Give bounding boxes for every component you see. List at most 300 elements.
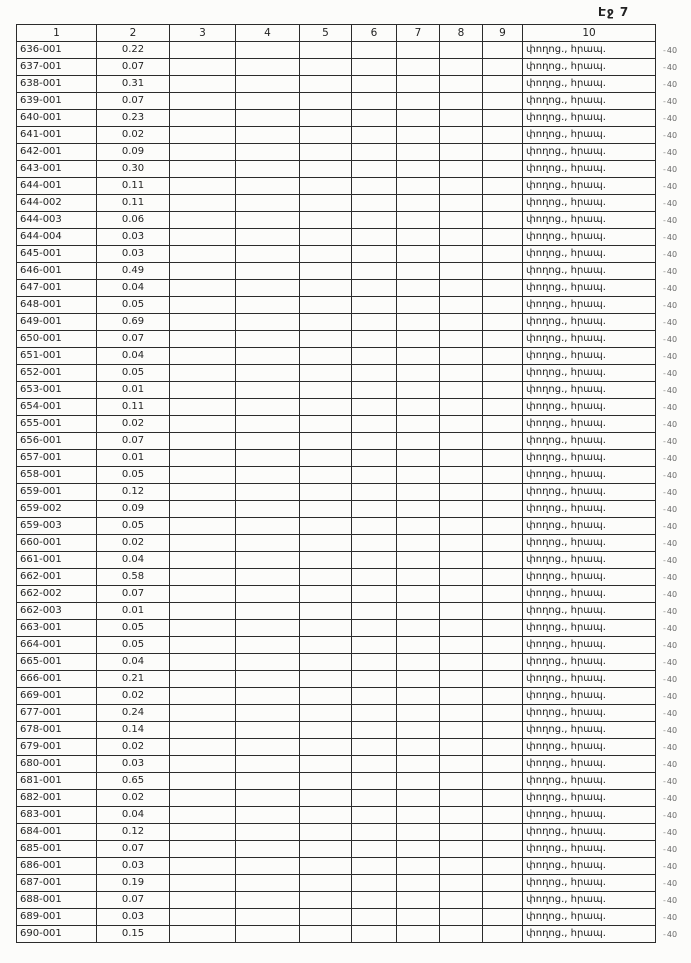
empty-cell [483,161,523,178]
empty-cell [236,671,300,688]
empty-cell [236,824,300,841]
value-cell: 0.03 [97,246,170,263]
code-cell: 684-001 [17,824,97,841]
empty-cell [300,42,352,59]
empty-cell [170,501,236,518]
empty-cell [397,858,440,875]
code-cell: 658-001 [17,467,97,484]
empty-cell [170,399,236,416]
empty-cell [170,110,236,127]
category-cell: փողոց., հրապ. [523,178,656,195]
empty-cell [352,484,397,501]
empty-cell [236,637,300,654]
empty-cell [397,297,440,314]
empty-cell [440,722,483,739]
value-cell: 0.12 [97,824,170,841]
empty-cell [236,93,300,110]
empty-cell [397,569,440,586]
empty-cell [483,297,523,314]
category-cell: փողոց., հրապ. [523,365,656,382]
table-row [17,433,686,450]
code-cell: 660-001 [17,535,97,552]
empty-cell [352,161,397,178]
empty-cell [236,212,300,229]
value-cell: 0.07 [97,433,170,450]
empty-cell [352,314,397,331]
category-cell: փողոց., հրապ. [523,59,656,76]
empty-cell [440,450,483,467]
empty-cell [352,654,397,671]
empty-cell [300,433,352,450]
empty-cell [440,909,483,926]
empty-cell [170,144,236,161]
code-cell: 645-001 [17,246,97,263]
empty-cell [236,807,300,824]
empty-cell [300,824,352,841]
value-cell: 0.14 [97,722,170,739]
empty-cell [236,926,300,943]
empty-cell [352,382,397,399]
table-row [17,756,686,773]
margin-annotation: - 40 [656,807,686,824]
value-cell: 0.02 [97,535,170,552]
empty-cell [483,875,523,892]
category-cell: փողոց., հրապ. [523,195,656,212]
empty-cell [300,416,352,433]
empty-cell [352,76,397,93]
value-cell: 0.02 [97,127,170,144]
empty-cell [440,654,483,671]
value-cell: 0.04 [97,552,170,569]
category-cell: փողոց., հրապ. [523,586,656,603]
margin-annotation: - 40 [656,824,686,841]
code-cell: 654-001 [17,399,97,416]
category-cell: փողոց., հրապ. [523,688,656,705]
value-cell: 0.12 [97,484,170,501]
margin-annotation: - 40 [656,620,686,637]
empty-cell [397,518,440,535]
empty-cell [300,399,352,416]
code-cell: 678-001 [17,722,97,739]
empty-cell [170,518,236,535]
table-row [17,59,686,76]
empty-cell [397,93,440,110]
empty-cell [397,382,440,399]
empty-cell [170,807,236,824]
empty-cell [170,739,236,756]
table-row [17,535,686,552]
empty-cell [352,535,397,552]
empty-cell [300,484,352,501]
empty-cell [236,127,300,144]
margin-annotation: - 40 [656,654,686,671]
table-row [17,722,686,739]
category-cell: փողոց., հրապ. [523,926,656,943]
empty-cell [483,892,523,909]
table-row [17,416,686,433]
value-cell: 0.11 [97,195,170,212]
empty-cell [440,331,483,348]
empty-cell [352,178,397,195]
empty-cell [483,348,523,365]
value-cell: 0.31 [97,76,170,93]
category-cell: փողոց., հրապ. [523,654,656,671]
empty-cell [483,926,523,943]
empty-cell [483,654,523,671]
column-header-2: 2 [97,25,170,42]
empty-cell [170,382,236,399]
empty-cell [300,756,352,773]
empty-cell [440,484,483,501]
code-cell: 661-001 [17,552,97,569]
category-cell: փողոց., հրապ. [523,263,656,280]
empty-cell [352,552,397,569]
value-cell: 0.58 [97,569,170,586]
code-cell: 669-001 [17,688,97,705]
empty-cell [236,654,300,671]
value-cell: 0.15 [97,926,170,943]
category-cell: փողոց., հրապ. [523,331,656,348]
table-row [17,127,686,144]
value-cell: 0.02 [97,416,170,433]
value-cell: 0.04 [97,280,170,297]
category-cell: փողոց., հրապ. [523,858,656,875]
table-row [17,467,686,484]
empty-cell [397,467,440,484]
empty-cell [170,552,236,569]
empty-cell [397,195,440,212]
empty-cell [236,144,300,161]
empty-cell [483,552,523,569]
empty-cell [170,178,236,195]
empty-cell [397,739,440,756]
empty-cell [397,722,440,739]
empty-cell [352,569,397,586]
value-cell: 0.04 [97,807,170,824]
code-cell: 666-001 [17,671,97,688]
table-row [17,705,686,722]
code-cell: 679-001 [17,739,97,756]
margin-annotation: - 40 [656,722,686,739]
empty-cell [170,620,236,637]
code-cell: 662-001 [17,569,97,586]
empty-cell [352,858,397,875]
margin-annotation: - 40 [656,433,686,450]
empty-cell [352,637,397,654]
code-cell: 648-001 [17,297,97,314]
empty-cell [483,178,523,195]
category-cell: փողոց., հրապ. [523,110,656,127]
empty-cell [170,93,236,110]
empty-cell [352,671,397,688]
empty-cell [170,195,236,212]
value-cell: 0.04 [97,348,170,365]
empty-cell [440,569,483,586]
code-cell: 688-001 [17,892,97,909]
empty-cell [170,467,236,484]
empty-cell [483,365,523,382]
margin-annotation: - 40 [656,416,686,433]
value-cell: 0.03 [97,229,170,246]
table-row [17,518,686,535]
code-cell: 644-004 [17,229,97,246]
table-row [17,807,686,824]
table-row [17,195,686,212]
empty-cell [440,603,483,620]
empty-cell [170,892,236,909]
value-cell: 0.07 [97,586,170,603]
empty-cell [236,841,300,858]
margin-annotation: - 40 [656,348,686,365]
empty-cell [300,858,352,875]
category-cell: փողոց., հրապ. [523,875,656,892]
empty-cell [440,59,483,76]
code-cell: 687-001 [17,875,97,892]
empty-cell [352,331,397,348]
empty-cell [300,246,352,263]
empty-cell [300,59,352,76]
column-header-3: 3 [170,25,236,42]
empty-cell [236,773,300,790]
empty-cell [440,297,483,314]
table-row [17,93,686,110]
empty-cell [440,127,483,144]
empty-cell [440,280,483,297]
empty-cell [352,705,397,722]
empty-cell [352,450,397,467]
code-cell: 646-001 [17,263,97,280]
empty-cell [483,110,523,127]
empty-cell [300,552,352,569]
empty-cell [397,654,440,671]
category-cell: փողոց., հրապ. [523,212,656,229]
empty-cell [300,280,352,297]
empty-cell [352,280,397,297]
empty-cell [352,603,397,620]
empty-cell [397,620,440,637]
empty-cell [170,586,236,603]
empty-cell [300,518,352,535]
empty-cell [483,688,523,705]
empty-cell [300,348,352,365]
category-cell: փողոց., հրապ. [523,144,656,161]
table-row [17,654,686,671]
empty-cell [397,76,440,93]
empty-cell [170,127,236,144]
margin-annotation: - 40 [656,93,686,110]
code-cell: 655-001 [17,416,97,433]
empty-cell [352,586,397,603]
column-header-10: 10 [523,25,656,42]
margin-annotation: - 40 [656,535,686,552]
column-header-9: 9 [483,25,523,42]
empty-cell [170,535,236,552]
empty-cell [170,756,236,773]
empty-cell [397,416,440,433]
empty-cell [352,892,397,909]
code-cell: 686-001 [17,858,97,875]
empty-cell [236,875,300,892]
empty-cell [300,909,352,926]
empty-cell [300,603,352,620]
value-cell: 0.04 [97,654,170,671]
code-cell: 682-001 [17,790,97,807]
empty-cell [483,127,523,144]
empty-cell [483,76,523,93]
table-row [17,144,686,161]
empty-cell [236,178,300,195]
empty-cell [300,892,352,909]
empty-cell [483,93,523,110]
empty-cell [440,229,483,246]
empty-cell [300,229,352,246]
category-cell: փողոց., հրապ. [523,535,656,552]
empty-cell [236,586,300,603]
empty-cell [236,450,300,467]
empty-cell [352,212,397,229]
empty-cell [397,671,440,688]
empty-cell [483,382,523,399]
category-cell: փողոց., հրապ. [523,280,656,297]
empty-cell [300,586,352,603]
table-body [17,42,686,943]
margin-annotation: - 40 [656,212,686,229]
empty-cell [483,467,523,484]
category-cell: փողոց., հրապ. [523,399,656,416]
margin-annotation: - 40 [656,858,686,875]
empty-cell [300,637,352,654]
empty-cell [483,705,523,722]
column-header-6: 6 [352,25,397,42]
empty-cell [236,297,300,314]
empty-cell [352,824,397,841]
empty-cell [397,42,440,59]
empty-cell [483,195,523,212]
empty-cell [483,331,523,348]
empty-cell [300,790,352,807]
empty-cell [397,59,440,76]
empty-cell [170,637,236,654]
empty-cell [236,756,300,773]
category-cell: փողոց., հրապ. [523,93,656,110]
category-cell: փողոց., հրապ. [523,722,656,739]
empty-cell [440,790,483,807]
table-row [17,773,686,790]
empty-cell [300,671,352,688]
empty-cell [170,841,236,858]
empty-cell [440,705,483,722]
category-cell: փողոց., հրապ. [523,807,656,824]
empty-cell [440,773,483,790]
empty-cell [236,790,300,807]
empty-cell [236,42,300,59]
empty-cell [397,178,440,195]
table-row [17,892,686,909]
empty-cell [440,195,483,212]
empty-cell [236,603,300,620]
empty-cell [483,59,523,76]
category-cell: փողոց., հրապ. [523,127,656,144]
empty-cell [170,314,236,331]
margin-annotation: - 40 [656,382,686,399]
empty-cell [483,501,523,518]
empty-cell [352,909,397,926]
value-cell: 0.02 [97,739,170,756]
table-row [17,331,686,348]
margin-annotation: - 40 [656,144,686,161]
empty-cell [300,467,352,484]
empty-cell [170,875,236,892]
empty-cell [440,824,483,841]
code-cell: 650-001 [17,331,97,348]
empty-cell [483,790,523,807]
empty-cell [352,688,397,705]
table-row [17,76,686,93]
table-header [17,25,686,42]
margin-annotation: - 40 [656,586,686,603]
category-cell: փողոց., հրապ. [523,246,656,263]
empty-cell [352,93,397,110]
code-cell: 640-001 [17,110,97,127]
empty-cell [300,501,352,518]
margin-annotation: - 40 [656,756,686,773]
empty-cell [397,603,440,620]
margin-annotation: - 40 [656,518,686,535]
table-row [17,382,686,399]
empty-cell [236,263,300,280]
category-cell: փողոց., հրապ. [523,637,656,654]
category-cell: փողոց., հրապ. [523,552,656,569]
table-row [17,161,686,178]
table-row [17,501,686,518]
code-cell: 649-001 [17,314,97,331]
empty-cell [397,246,440,263]
margin-annotation: - 40 [656,705,686,722]
empty-cell [170,705,236,722]
empty-cell [397,314,440,331]
empty-cell [397,263,440,280]
empty-cell [170,365,236,382]
margin-annotation: - 40 [656,42,686,59]
empty-cell [440,76,483,93]
empty-cell [440,314,483,331]
category-cell: փողոց., հրապ. [523,382,656,399]
code-cell: 662-002 [17,586,97,603]
margin-annotation: - 40 [656,127,686,144]
table-row [17,875,686,892]
empty-cell [352,501,397,518]
value-cell: 0.22 [97,42,170,59]
empty-cell [170,569,236,586]
empty-cell [483,246,523,263]
code-cell: 647-001 [17,280,97,297]
empty-cell [170,909,236,926]
empty-cell [397,501,440,518]
code-cell: 677-001 [17,705,97,722]
table-row [17,824,686,841]
empty-cell [236,705,300,722]
empty-cell [440,161,483,178]
empty-cell [397,433,440,450]
empty-cell [236,433,300,450]
empty-cell [440,586,483,603]
category-cell: փողոց., հրապ. [523,892,656,909]
empty-cell [397,773,440,790]
table-row [17,365,686,382]
empty-cell [440,144,483,161]
margin-annotation: - 40 [656,773,686,790]
margin-annotation: - 40 [656,76,686,93]
